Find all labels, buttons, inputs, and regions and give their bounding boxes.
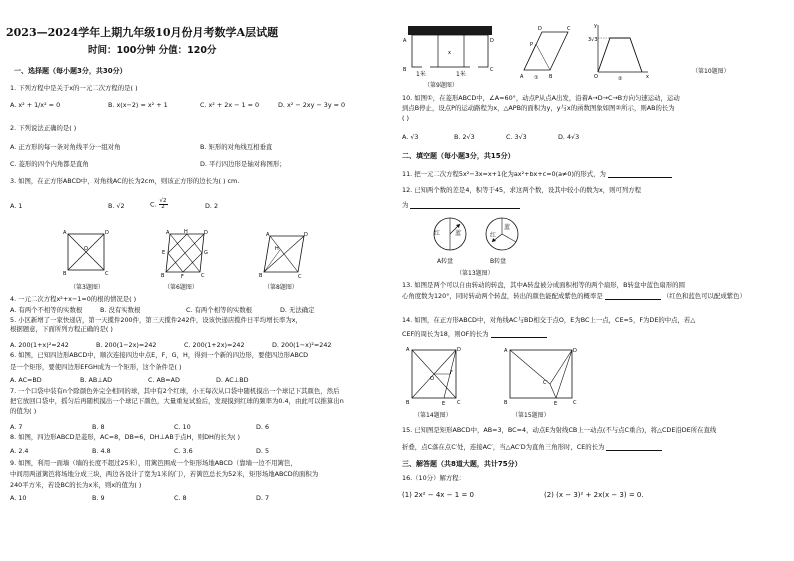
q9-line2: 中间用两道篱笆将场地分成三块，两边各设计了宽为1米的门），若篱笆总长为52米，矩形场地ABCD的面积为	[10, 470, 319, 478]
svg-text:F: F	[181, 274, 184, 280]
section-1-heading: 一、选择题（每小题3分，共30分）	[14, 67, 127, 75]
figure-q14	[404, 344, 462, 408]
q7-option-b: B. 8	[92, 423, 105, 431]
svg-text:y: y	[594, 23, 597, 29]
svg-text:H: H	[184, 229, 188, 235]
svg-text:F: F	[450, 370, 453, 376]
svg-text:D: D	[457, 347, 461, 353]
q3-option-a: A. 1	[10, 202, 23, 210]
figure-q8	[258, 230, 310, 280]
q2-option-c: C. 菱形的四个内角都是直角	[10, 160, 89, 168]
q14-line2	[402, 330, 547, 338]
q13-text: 心角度数为120°，同时转动两个转盘，转出的颜色能配成紫色的概率是	[402, 292, 603, 300]
q8-option-c: C. 3.6	[174, 447, 193, 455]
q3-option-c-denominator: 2	[161, 204, 165, 210]
caption-q14: （第14题图）	[414, 412, 452, 419]
svg-text:A: A	[166, 230, 170, 236]
q13-line2	[402, 292, 746, 300]
q10-line3: ( )	[402, 114, 410, 122]
svg-text:B: B	[161, 273, 165, 279]
spinner-b-red: 红	[490, 232, 497, 239]
svg-text:P: P	[530, 42, 534, 48]
q10-line1: 10. 如图①，在菱形ABCD中，∠A=60°，动点P从点A出发，沿着A→D→C→B方向匀速运动，运动	[402, 94, 680, 102]
q4-option-b: B. 没有实数根	[100, 306, 141, 314]
svg-text:B: B	[259, 273, 263, 279]
svg-text:E: E	[442, 401, 446, 407]
svg-text:B: B	[63, 271, 67, 277]
svg-text:D: D	[573, 348, 577, 354]
svg-text:O: O	[430, 376, 434, 382]
svg-text:B: B	[406, 400, 410, 406]
q9-option-a: A. 10	[10, 494, 27, 502]
figure-q6	[160, 228, 210, 280]
q7-option-a: A. 7	[10, 423, 23, 431]
q2-option-d: D. 平行四边形是轴对称图形；	[200, 160, 286, 168]
svg-text:C: C	[105, 271, 109, 277]
svg-text:C: C	[457, 400, 461, 406]
q3-option-d: D. 2	[205, 202, 219, 210]
q8-stem: 8. 如图，四边形ABCD是菱形，AC=8，DB=6，DH⊥AB于点H，则DH的长为( )	[10, 433, 241, 441]
q16-equation-1: (1) 2x² − 4x − 1 = 0	[402, 491, 474, 499]
q12-text: 为	[402, 201, 409, 209]
q16-equation-2: (2) (x − 3)² + 2x(x − 3) = 0.	[544, 491, 644, 499]
q3-option-c	[150, 199, 168, 210]
q15-text: 折叠，点C落在点C′处，连接AC′，当△AC′D为直角三角形时，CE的长为	[402, 443, 605, 451]
figure-q3	[62, 228, 110, 280]
svg-text:C: C	[573, 400, 577, 406]
q2-option-a: A. 正方形的每一条对角线平分一组对角	[10, 143, 121, 151]
svg-text:D: D	[538, 26, 542, 32]
q13-answer-blank[interactable]	[605, 293, 661, 300]
svg-text:A: A	[504, 348, 508, 354]
q6-option-d: D. AC⊥BD	[216, 376, 249, 384]
svg-text:x: x	[646, 74, 649, 80]
q8-option-b: B. 4.8	[92, 447, 111, 455]
q6-line1: 6. 如图，已知四边形ABCD中，顺次连接四边中点E，F，G，H，得到一个新的四边形，要使四边形ABCD	[10, 351, 309, 359]
q10-line2: 到点B停止，设点P的运动路程为x，△APB的面积为y，y与x的函数图象如图②所示，则AB的长为	[402, 104, 675, 112]
q3-stem: 3. 如图，在正方形ABCD中，对角线AC的长为2cm，则该正方形的边长为( ) cm.	[10, 177, 240, 185]
caption-q15: （第15题图）	[512, 412, 550, 419]
svg-text:①: ①	[534, 75, 539, 80]
svg-text:3√3: 3√3	[588, 37, 598, 43]
q9-option-b: B. 9	[92, 494, 105, 502]
q14-answer-blank[interactable]	[491, 331, 547, 338]
q7-line1: 7. 一个口袋中装有n个除颜色外完全相同的球，其中有2个红球，小王每次从口袋中随机摸出一个球记下其颜色，然后	[10, 387, 340, 395]
q7-line3: 的值为( )	[10, 407, 37, 415]
svg-text:A: A	[63, 230, 67, 236]
spinner-a-red: 红	[434, 230, 441, 237]
figure-q13-spinner-b	[482, 214, 522, 254]
q5-option-c: C. 200(1+2x)=242	[184, 341, 245, 349]
q12-answer-blank[interactable]	[410, 202, 520, 209]
svg-text:E: E	[554, 401, 558, 407]
q3-option-c-numerator: √2	[159, 198, 167, 204]
q5-option-a: A. 200(1+x)²=242	[10, 341, 69, 349]
svg-text:x: x	[448, 50, 451, 56]
figure-q15	[500, 344, 580, 408]
svg-text:C: C	[567, 26, 571, 32]
q9-option-c: C. 8	[174, 494, 187, 502]
q7-option-c: C. 10	[174, 423, 191, 431]
svg-text:C: C	[298, 274, 302, 280]
door-width-right: 1米	[456, 71, 466, 78]
spinner-b-label: B转盘	[490, 258, 507, 265]
svg-text:B: B	[549, 74, 553, 80]
svg-text:C′: C′	[543, 380, 548, 386]
q13-line1: 13. 如图是两个可以自由转动的转盘，其中A转盘被分成面积相等的两个扇形，B转盘中蓝色扇形的圆	[402, 281, 685, 289]
svg-text:O: O	[594, 74, 598, 80]
q2-stem: 2. 下列说法正确的是( )	[10, 124, 77, 132]
exam-title: 2023—2024学年上期九年级10月份月考数学A层试题	[6, 26, 279, 39]
spinner-a-label: A转盘	[437, 258, 454, 265]
q10-option-d: D. 4√3	[558, 133, 580, 141]
q2-option-b: B. 矩形的对角线互相垂直	[200, 143, 273, 151]
q11-text: 11. 把一元二次方程5x²−3x=x+1化为ax²+bx+c=0(a≠0)的形式，为	[402, 170, 606, 178]
q3-option-b: B. √2	[108, 202, 125, 210]
caption-q13: （第13题图）	[456, 270, 494, 277]
svg-text:D: D	[105, 230, 109, 236]
caption-q9: （第9题图）	[424, 82, 458, 89]
q13-note: （红色和蓝色可以配成紫色）	[662, 292, 746, 300]
q10-option-c: C. 3√3	[506, 133, 527, 141]
q4-option-c: C. 有两个相等的实数根	[186, 306, 253, 314]
q12-line2	[402, 201, 520, 209]
spinner-a-blue: 蓝	[455, 230, 462, 237]
q1-option-a: A. x² + 1/x² = 0	[10, 101, 61, 109]
q4-option-a: A. 有两个不相等的实数根	[10, 306, 83, 314]
caption-q8: （第8题图）	[264, 284, 298, 291]
q6-line2: 是一个矩形，要使四边形EFGH成为一个矩形，这个条件是( )	[10, 363, 182, 371]
q14-line1: 14. 如图，在正方形ABCD中，对角线AC与BD相交于点O，E为BC上一点，CE=5，F为DE的中点，若△	[402, 316, 696, 324]
q7-option-d: D. 6	[256, 423, 270, 431]
q14-text: CEF的周长为18，则OF的长为	[402, 330, 489, 338]
q10-option-b: B. 2√3	[454, 133, 475, 141]
svg-text:O: O	[84, 246, 88, 252]
svg-text:C: C	[490, 67, 494, 73]
q5-line1: 5. 小区新增了一家快递店，第一天揽件200件，第三天揽件242件，设该快递店揽件日平均增长率为x，	[10, 316, 302, 324]
svg-text:C: C	[201, 273, 205, 279]
q6-option-b: B. AB⊥AD	[80, 376, 113, 384]
q9-line3: 240平方米，若设BC的长为x米，则x的值为( )	[10, 481, 142, 489]
q10-option-a: A. √3	[402, 133, 419, 141]
svg-text:H: H	[275, 246, 279, 252]
figure-q10-graph	[588, 22, 652, 82]
q5-option-d: D. 200(1−x)²=242	[272, 341, 332, 349]
q11-answer-blank[interactable]	[608, 171, 672, 178]
svg-text:E: E	[162, 250, 166, 256]
svg-text:B: B	[403, 67, 407, 73]
q8-option-d: D. 5	[256, 447, 270, 455]
q11-stem	[402, 170, 672, 178]
q1-option-c: C. x² + 2x − 1 = 0	[200, 101, 260, 109]
q8-option-a: A. 2.4	[10, 447, 29, 455]
caption-q10: （第10题图）	[692, 68, 730, 75]
q15-line1: 15. 已知图是矩形ABCD中，AB=3，BC=4，动点E为射线CB上一动点(不与点C重合)，将△CDE沿DE所在直线	[402, 426, 717, 434]
q7-line2: 把它放回口袋中，摇匀后再随机摸出一个球记下颜色，大量重复试验后，发现摸到红球的频率为0.4，由此可以推算出n	[10, 397, 344, 405]
q9-option-d: D. 7	[256, 494, 270, 502]
svg-text:D: D	[204, 230, 208, 236]
svg-text:A: A	[520, 74, 524, 80]
exam-meta: 时间：100分钟 分值：120分	[88, 45, 217, 56]
q16-stem: 16.（10分）解方程：	[402, 474, 466, 482]
q15-answer-blank[interactable]	[606, 444, 662, 451]
caption-q3: （第3题图）	[70, 284, 104, 291]
figure-q10-rhombus	[518, 24, 574, 80]
svg-text:D: D	[490, 38, 494, 44]
q3-option-c-label: C.	[150, 200, 157, 209]
svg-text:②: ②	[618, 76, 623, 82]
q3-option-c-fraction	[159, 199, 168, 210]
q5-line2: 根据题意，下面所列方程正确的是( )	[10, 325, 113, 333]
section-2-heading: 二、填空题（每小题3分，共15分）	[402, 152, 515, 160]
svg-text:A: A	[406, 347, 410, 353]
svg-text:A: A	[403, 38, 407, 44]
q15-line2	[402, 443, 662, 451]
q4-stem: 4. 一元二次方程x²+x−1=0的根的情况是( )	[10, 295, 137, 303]
svg-text:A: A	[266, 232, 270, 238]
q1-option-d: D. x² − 2xy − 3y = 0	[278, 101, 346, 109]
q6-option-c: C. AB=AD	[148, 376, 180, 384]
q1-option-b: B. x(x−2) = x² + 1	[108, 101, 168, 109]
q12-line1: 12. 已知两个数的差是4，积等于45，求这两个数，设其中较小的数为x，则可列方程	[402, 186, 642, 194]
section-3-heading: 三、解答题（共8道大题，共计75分）	[402, 460, 522, 468]
svg-text:G: G	[204, 250, 208, 256]
caption-q6: （第6题图）	[164, 284, 198, 291]
q6-option-a: A. AC=BD	[10, 376, 42, 384]
svg-text:D: D	[304, 232, 308, 238]
q4-option-d: D. 无法确定	[280, 306, 315, 314]
q1-stem: 1. 下列方程中是关于x的一元二次方程的是( )	[10, 84, 138, 92]
q5-option-b: B. 200(1−2x)=242	[96, 341, 157, 349]
spinner-b-blue: 蓝	[504, 224, 511, 231]
door-width-left: 1米	[416, 71, 426, 78]
svg-text:B: B	[504, 400, 508, 406]
q9-line1: 9. 如图，利用一面墙（墙的长度不超过25米），用篱笆围成一个矩形场地ABCD（靠墙一边不用篱笆，	[10, 459, 297, 467]
